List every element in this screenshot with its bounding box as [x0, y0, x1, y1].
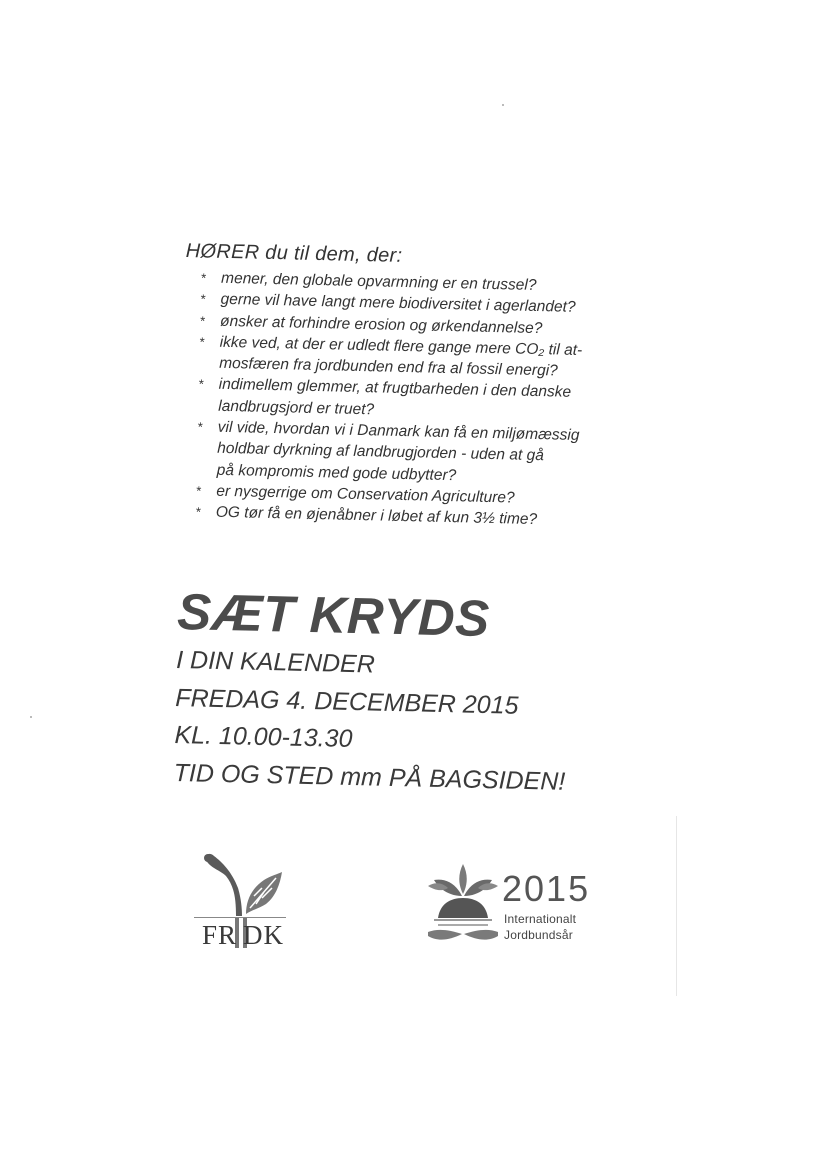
bullet-star: * [195, 504, 201, 520]
seedling-icon [192, 848, 292, 918]
list-item-line: OG tør få en øjenåbner i løbet af kun 3½ time? [215, 504, 538, 529]
list-item-text [217, 417, 652, 491]
list-item-line: indimellem glemmer, at frugtbarheden i den danske [218, 376, 572, 402]
event-date: FREDAG 4. DECEMBER 2015 [175, 683, 519, 720]
list-item-line: på kompromis med gode udbytter? [216, 461, 457, 484]
frdk-logo [192, 848, 292, 958]
bullet-star: * [198, 376, 204, 392]
year-subtitle-2: Jordbundsår [504, 928, 573, 942]
scan-speck [502, 104, 504, 106]
list-item-line: mosfæren fra jordbunden end fra al fossil energi? [219, 354, 558, 380]
bullet-star: * [200, 270, 206, 286]
list-item-line: landbrugsjord er truet? [218, 397, 375, 419]
bullet-star: * [199, 291, 206, 307]
year-subtitle-1: Internationalt [504, 912, 577, 926]
bullet-star: * [198, 334, 205, 350]
frdk-right-text: DK [243, 920, 284, 950]
save-the-date-section [173, 582, 618, 802]
soil-year-logo [424, 862, 604, 952]
list-item-line: mener, den globale opvarmning er en trussel? [220, 269, 537, 294]
scan-speck [676, 816, 677, 996]
list-item-line: er nysgerrige om Conservation Agriculture? [216, 482, 515, 507]
list-item-line: gerne vil have langt mere biodiversitet i agerlandet? [220, 291, 576, 317]
bullet-star: * [195, 483, 202, 499]
scan-speck [30, 716, 32, 718]
save-the-date-title: SÆT KRYDS [176, 582, 491, 648]
frdk-wordmark [192, 920, 288, 951]
list-item-line: holdbar dyrkning af landbrugjorden - uden at gå [217, 440, 544, 465]
question-list [180, 267, 656, 533]
list-item-line: ønsker at forhindre erosion og ørkendannelse? [219, 312, 543, 337]
bullet-star: * [197, 419, 203, 435]
soil-plant-icon [424, 862, 502, 946]
year-number: 2015 [502, 868, 591, 909]
event-time: KL. 10.00-13.30 [174, 720, 353, 753]
bullet-star: * [199, 312, 205, 329]
location-note: TID OG STED mm PÅ BAGSIDEN! [173, 758, 566, 796]
list-item [181, 416, 652, 491]
calendar-line: I DIN KALENDER [175, 645, 376, 679]
list-item-line: vil vide, hvordan vi i Danmark kan få en miljømæssig [217, 418, 580, 445]
frdk-left-text: FR [201, 920, 237, 950]
intro-heading: HØRER du til dem, der: [185, 240, 403, 267]
list-item-line: ikke ved, at der er udledt flere gange mere CO₂ til at- [219, 333, 583, 359]
intro-section [180, 240, 656, 533]
